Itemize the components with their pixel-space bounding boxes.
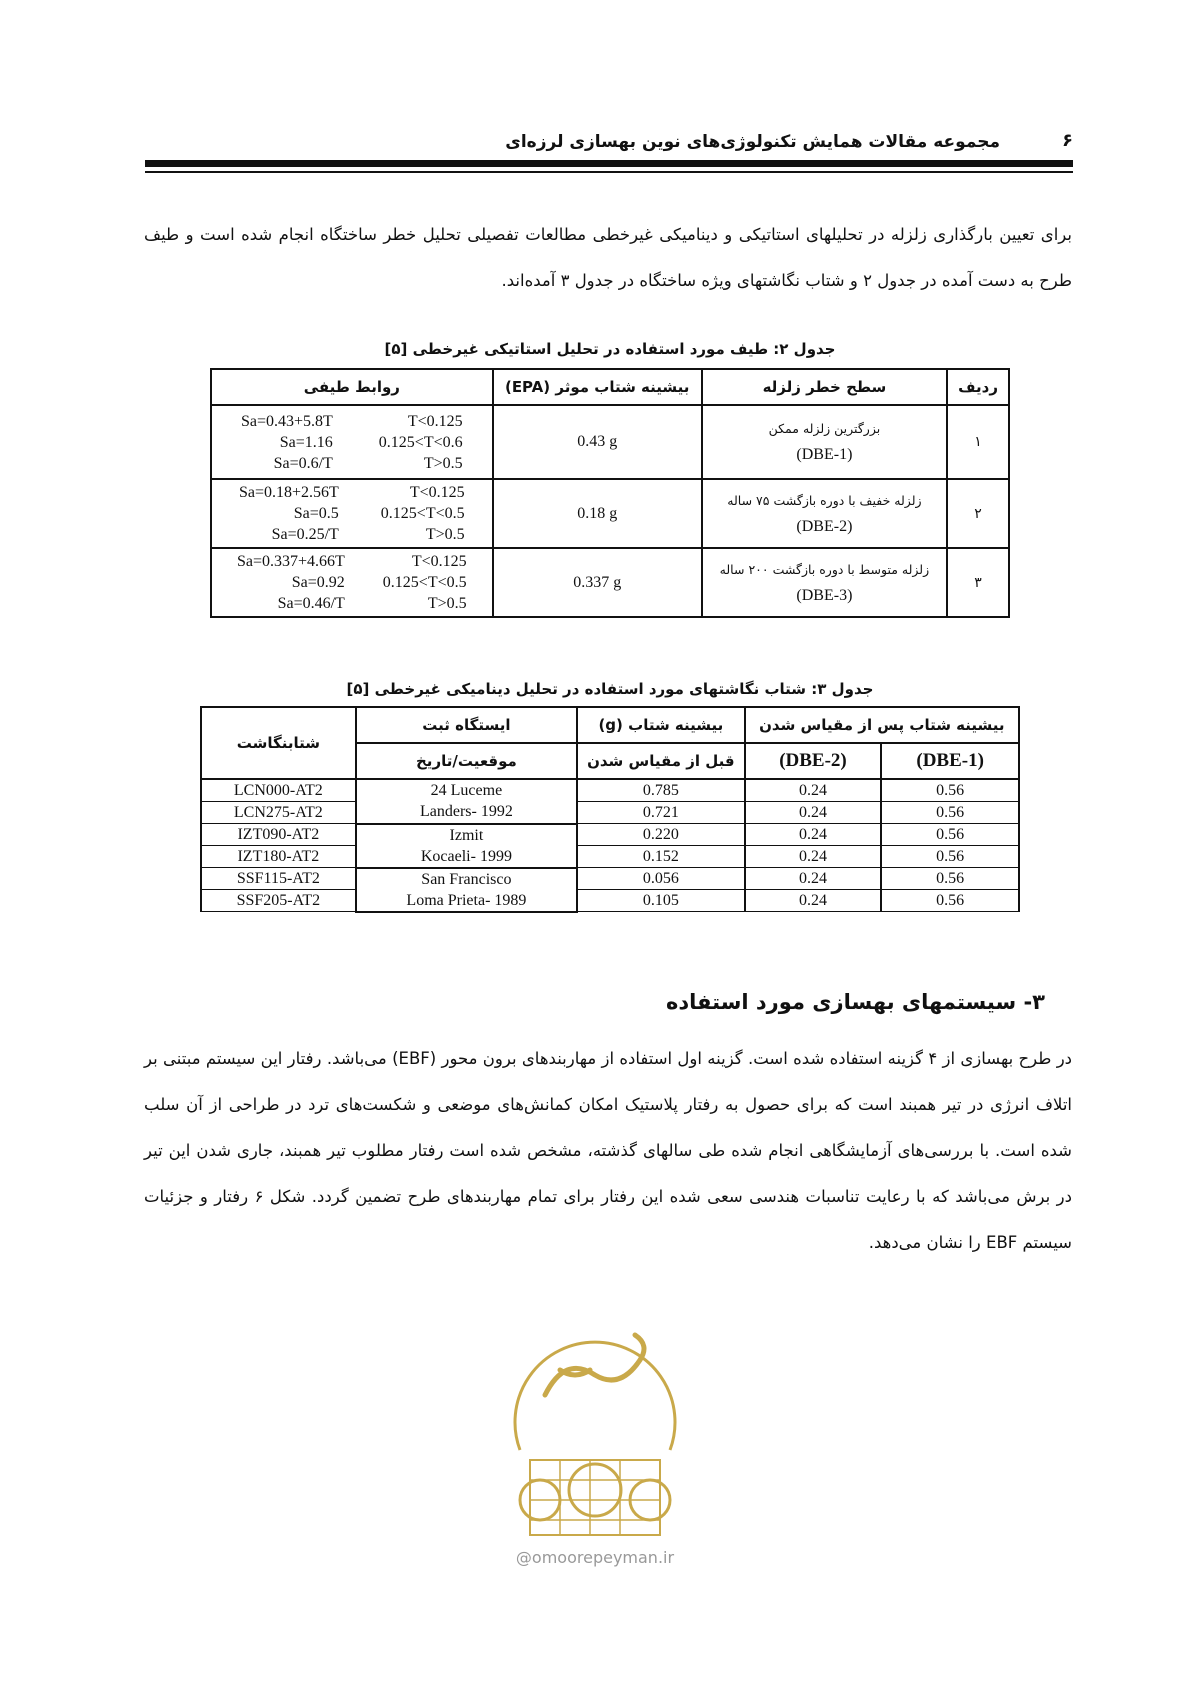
- table3-header-station: ایستگاه ثبت: [356, 707, 577, 743]
- dbe1-cell: 0.56: [881, 824, 1019, 846]
- ranges-column: [379, 411, 463, 474]
- record-cell: LCN000-AT2: [201, 779, 356, 802]
- pga-cell: 0.785: [577, 779, 745, 802]
- pga-cell: 0.056: [577, 868, 745, 890]
- range: T>0.5: [425, 526, 465, 543]
- table-row: [201, 779, 1019, 802]
- equations-column: [237, 551, 345, 614]
- row-number-cell: ۲: [947, 479, 1009, 548]
- section-paragraph: در طرح بهسازی از ۴ گزینه استفاده شده است. گزینه اول استفاده از مهاربندهای برون محور (EBF) می‌باشد. رفتار این سیستم مبتنی بر اتلاف انرژی در تیر همبند است که برای حصول به رفتار پلاستیک امکان کمانش‌های موضعی و شکست‌های ترد در طراحی از آن سلب شده است. با بررسی‌های آزمایشگاهی انجام شده طی سالهای گذشته، مشخص شده است رفتار مطلوب تیر همبند، جاری شدن این تیر در برش می‌باشد که با رعایت تناسبات هندسی سعی شده این رفتار برای تمام مهاربندهای طرح تضمین گردد. شکل ۶ رفتار و جزئیات سیستم EBF را نشان می‌دهد.: [144, 1049, 1073, 1252]
- equation: Sa=0.43+5.8T: [240, 412, 333, 430]
- station-event: Landers- 1992: [419, 803, 513, 821]
- hazard-level-cell: [702, 405, 947, 479]
- spectrum-relations-cell: [211, 479, 493, 548]
- station-cell: [356, 868, 577, 912]
- station-cell: [356, 824, 577, 868]
- range: 0.125<T<0.6: [378, 433, 463, 451]
- table-row: [201, 802, 1019, 824]
- row-number-cell: ۱: [947, 405, 1009, 479]
- intro-paragraph: برای تعیین بارگذاری زلزله در تحلیلهای استاتیکی و دینامیکی غیرخطی مطالعات تفصیلی تحلیل خطر ساختگاه انجام شده است و طیف طرح به دست آمده در جدول ۲ و شتاب نگاشتهای ویژه ساختگاه در جدول ۳ آمده‌اند.: [144, 225, 1072, 290]
- equations-column: [241, 411, 333, 474]
- epa-cell: 0.18 g: [493, 479, 702, 548]
- table2-header-row: [211, 369, 1009, 405]
- equation: Sa=0.337+4.66T: [236, 553, 345, 570]
- equation: Sa=0.5: [293, 505, 339, 522]
- range: T<0.125: [409, 484, 465, 501]
- record-cell: LCN275-AT2: [201, 802, 356, 824]
- equation: Sa=0.25/T: [271, 526, 339, 543]
- table3-header-row-1: [201, 707, 1019, 743]
- dbe2-cell: 0.24: [745, 802, 882, 824]
- dbe2-cell: 0.24: [745, 824, 882, 846]
- table-row: [211, 405, 1009, 479]
- dbe2-cell: 0.24: [745, 779, 882, 802]
- hazard-level-cell: [702, 479, 947, 548]
- equation: Sa=0.92: [291, 574, 345, 591]
- station-cell: [356, 779, 577, 824]
- equations-column: [239, 482, 339, 545]
- station-name: Izmit: [449, 826, 484, 844]
- table3-header-location-date: موقعیت/تاریخ: [356, 743, 577, 779]
- watermark-caption: @omoorepeyman.ir: [515, 1548, 675, 1567]
- dbe1-cell: 0.56: [881, 802, 1019, 824]
- table3-records: [200, 706, 1020, 913]
- table2-header-row-number: ردیف: [947, 369, 1009, 405]
- hazard-level-name: زلزله خفیف با دوره بازگشت ۷۵ ساله: [727, 492, 922, 508]
- dbe1-cell: 0.56: [881, 779, 1019, 802]
- header-rule-thin: [145, 171, 1073, 173]
- record-cell: IZT180-AT2: [201, 846, 356, 868]
- table3-header-pga: بیشینه شتاب (g): [577, 707, 745, 743]
- range: T<0.125: [407, 412, 463, 430]
- table2-spectrum: [210, 368, 1010, 618]
- table-row: [211, 548, 1009, 617]
- equation: Sa=0.6/T: [273, 454, 333, 472]
- hazard-level-cell: [702, 548, 947, 617]
- table3-header-scaled: بیشینه شتاب پس از مقیاس شدن: [745, 707, 1019, 743]
- pga-cell: 0.220: [577, 824, 745, 846]
- dbe1-cell: 0.56: [881, 868, 1019, 890]
- hazard-level-name: زلزله متوسط با دوره بازگشت ۲۰۰ ساله: [719, 561, 930, 577]
- station-event: Loma Prieta- 1989: [406, 891, 527, 909]
- record-cell: SSF205-AT2: [201, 890, 356, 912]
- station-event: Kocaeli- 1999: [420, 847, 512, 865]
- range: T<0.125: [411, 553, 467, 570]
- running-header-title: مجموعه مقالات همایش تکنولوژی‌های نوین بهسازی لرزه‌ای: [505, 132, 1000, 152]
- table3-header-record: شتابنگاشت: [201, 707, 356, 779]
- range: T>0.5: [427, 595, 467, 612]
- table3-caption: جدول ۳: شتاب نگاشتهای مورد استفاده در تحلیل دینامیکی غیرخطی [۵]: [346, 680, 874, 698]
- equation: Sa=0.46/T: [277, 595, 345, 612]
- table3-header-dbe1: (DBE-1): [881, 743, 1019, 779]
- range: 0.125<T<0.5: [380, 505, 465, 522]
- table2-header-level: سطح خطر زلزله: [702, 369, 947, 405]
- section-heading: ۳- سیستمهای بهسازی مورد استفاده: [666, 990, 1045, 1014]
- hazard-level-name: بزرگترین زلزله ممکن: [768, 421, 881, 436]
- dbe1-cell: 0.56: [881, 890, 1019, 912]
- table-row: [211, 479, 1009, 548]
- hazard-level-code: (DBE-2): [796, 517, 853, 535]
- equation: Sa=0.18+2.56T: [238, 484, 339, 501]
- dbe2-cell: 0.24: [745, 890, 882, 912]
- table-row: [201, 868, 1019, 890]
- epa-cell: 0.43 g: [493, 405, 702, 479]
- table3-header-before-scaling: قبل از مقیاس شدن: [577, 743, 745, 779]
- range: 0.125<T<0.5: [382, 574, 467, 591]
- range: T>0.5: [423, 454, 463, 472]
- page-number: ۶: [1062, 130, 1073, 151]
- table2-caption: جدول ۲: طیف مورد استفاده در تحلیل استاتیکی غیرخطی [۵]: [384, 340, 836, 358]
- station-name: 24 Luceme: [430, 782, 503, 800]
- table-row: [201, 846, 1019, 868]
- dbe2-cell: 0.24: [745, 868, 882, 890]
- table-row: [201, 890, 1019, 912]
- watermark-logo-icon: [490, 1300, 700, 1540]
- table2-header-epa: بیشینه شتاب موثر (EPA): [493, 369, 702, 405]
- pga-cell: 0.105: [577, 890, 745, 912]
- ranges-column: [383, 551, 467, 614]
- pga-cell: 0.152: [577, 846, 745, 868]
- dbe1-cell: 0.56: [881, 846, 1019, 868]
- table-row: [201, 824, 1019, 846]
- table2-header-spectrum: روابط طیفی: [211, 369, 493, 405]
- spectrum-relations-cell: [211, 405, 493, 479]
- table3-header-dbe2: (DBE-2): [745, 743, 882, 779]
- record-cell: SSF115-AT2: [201, 868, 356, 890]
- dbe2-cell: 0.24: [745, 846, 882, 868]
- hazard-level-code: (DBE-3): [796, 586, 853, 604]
- epa-cell: 0.337 g: [493, 548, 702, 617]
- row-number-cell: ۳: [947, 548, 1009, 617]
- hazard-level-code: (DBE-1): [796, 446, 853, 463]
- record-cell: IZT090-AT2: [201, 824, 356, 846]
- pga-cell: 0.721: [577, 802, 745, 824]
- spectrum-relations-cell: [211, 548, 493, 617]
- header-rule-thick: [145, 160, 1073, 167]
- equation: Sa=1.16: [279, 433, 333, 451]
- ranges-column: [381, 482, 465, 545]
- station-name: San Francisco: [421, 870, 512, 888]
